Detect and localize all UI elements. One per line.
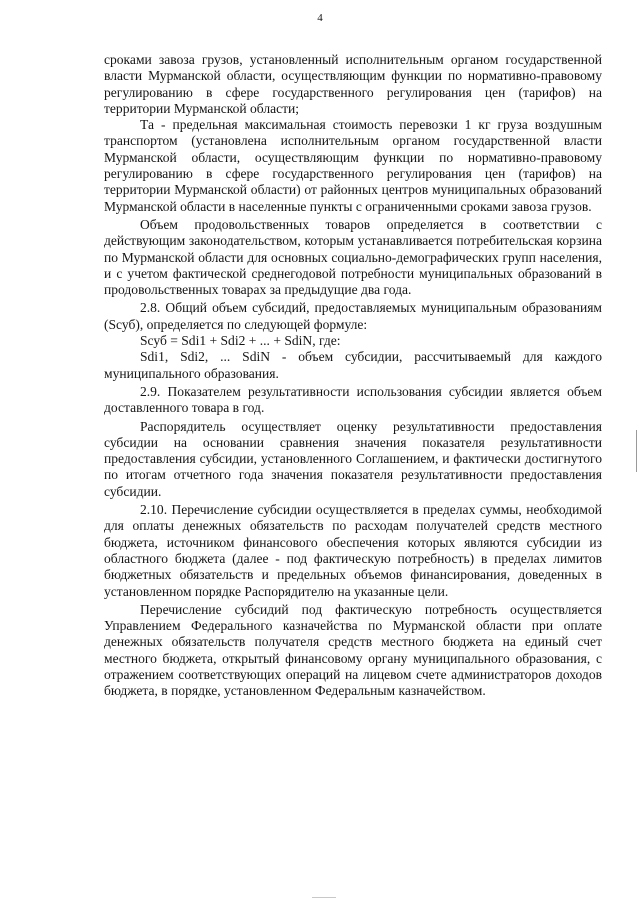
paragraph-p1-continuation: сроками завоза грузов, установленный исполнительным органом государственной власти Мурманской области, осуществляющим функции по нормативно-правовому регулированию в сфере государственного регулирования цен (тарифов) на территории Мурманской области; [104,52,602,116]
document-body [104,52,602,700]
page-number: 4 [317,12,323,24]
formula-line: Sсуб = Sdi1 + Sdi2 + ... + SdiN, где: [140,333,341,349]
paragraph-2-10: 2.10. Перечисление субсидии осуществляется в пределах суммы, необходимой для оплаты денежных обязательств по расходам получателей средств местного бюджета, источником финансового обеспечения которых являются субсидии из областного бюджета (далее - под фактическую потребность) в пределах лимитов бюджетных обязательств и предельных объемов финансирования, доведенных в установленном порядке Распорядителю на указанные цели. [104,502,602,599]
paragraph-ta-definition: Та - предельная максимальная стоимость перевозки 1 кг груза воздушным транспортом (установлена исполнительным органом государственной власти Мурманской области, осуществляющим функции по нормативно-правовому регулированию в сфере государственного регулирования цен (тарифов) на территории Мурманской области) от районных центров муниципальных образований Мурманской области в населенные пункты с ограниченными сроками завоза грузов. [104,117,602,214]
paragraph-transfer: Перечисление субсидий под фактическую потребность осуществляется Управлением Федерального казначейства по Мурманской области при оплате денежных обязательств получателя средств местного бюджета на единый счет местного бюджета, открытый финансовому органу муниципального образования, с отражением соответствующих операций на лицевом счете администраторов доходов бюджета, в порядке, установленном Федеральным казначейством. [104,601,602,699]
paragraph-food-volume: Объем продовольственных товаров определяется в соответствии с действующим законодательством, которым устанавливается потребительская корзина по Мурманской области для основных социально-демографических групп населения, и с учетом фактической среднегодовой потребности муниципальных образований в продовольственных товарах за предыдущие два года. [104,216,602,298]
paragraph-evaluation: Распорядитель осуществляет оценку результативности предоставления субсидии на основании сравнения значения показателя результативности предоставления субсидии, установленного Соглашением, и фактически достигнутого по итогам отчетного года значения показателя результативности предоставления субсидии. [104,418,602,499]
paragraph-sdi-definition: Sdi1, Sdi2, ... SdiN - объем субсидии, рассчитываемый для каждого муниципального образования. [104,349,602,381]
paragraph-2-8: 2.8. Общий объем субсидий, предоставляемых муниципальным образованиям (Sсуб), определяется по следующей формуле: [104,300,602,332]
bottom-divider [312,897,336,898]
scrollbar-thumb[interactable] [636,430,637,472]
paragraph-2-9: 2.9. Показателем результативности использования субсидии является объем доставленного товара в год. [104,383,602,416]
